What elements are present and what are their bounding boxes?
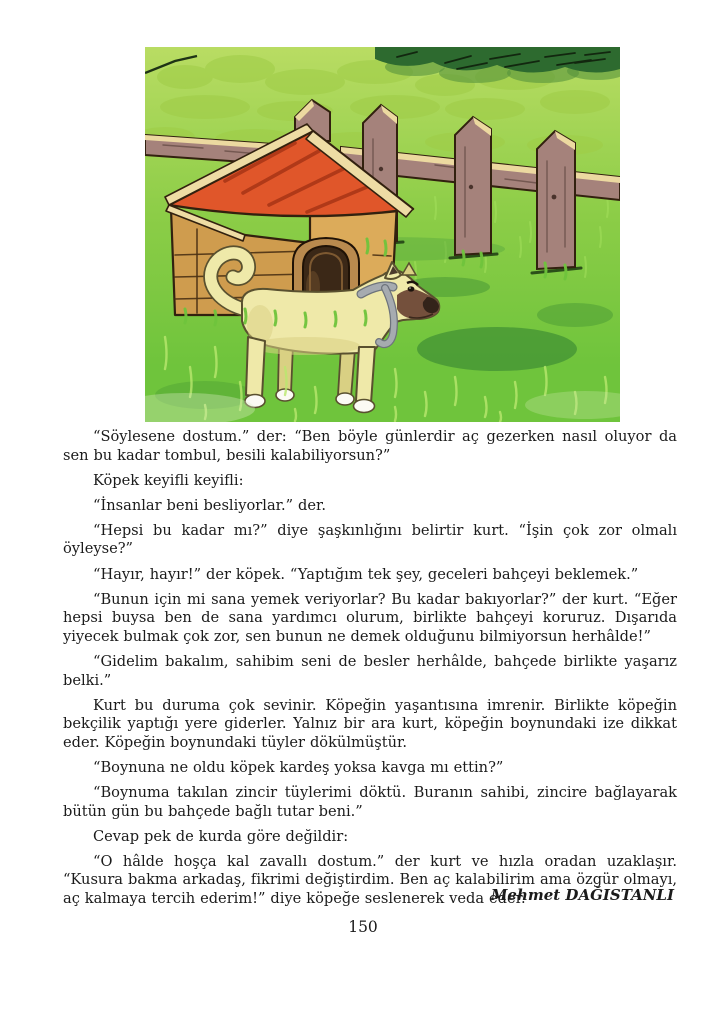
dog-hind-leg [246, 337, 265, 397]
story-paragraph: Kurt bu duruma çok sevinir. Köpeğin yaşantısına imrenir. Birlikte köpeğin bekçilik yaptığı yere giderler. Yalnız bir ara kurt, köpeğin boynundaki ize dikkat eder. Köpeğin boynundaki tüyler dökülmüştür. [63, 696, 677, 751]
fence-picket-3 [537, 131, 575, 269]
dog-front-leg [356, 347, 375, 403]
story-text [63, 428, 677, 915]
story-paragraph: “Bunun için mi sana yemek veriyorlar? Bu kadar bakıyorlar?” der kurt. “Eğer hepsi buysa ben de sana yardımcı olurum, birlikte bahçeyi koruruz. Dışarıda yiyecek bulmak çok zor, sen bunun ne demek olduğunu bilmiyorsun herhâlde!” [63, 590, 677, 645]
story-paragraph: “Boynuma takılan zincir tüylerimi döktü. Buranın sahibi, zincire bağlayarak bütün gün bu bahçede bağlı tutar beni.” [63, 784, 677, 820]
story-paragraph: Köpek keyifli keyifli: [93, 471, 244, 489]
story-paragraph: “Söylesene dostum.” der: “Ben böyle günlerdir aç gezerken nasıl oluyor da sen bu kadar tombul, besili kalabiliyorsun?” [63, 428, 677, 464]
dog-and-doghouse-image [145, 47, 620, 422]
fence-picket-2 [455, 117, 491, 255]
dog-eye [408, 286, 415, 291]
story-paragraph: “O hâlde hoşça kal zavallı dostum.” der kurt ve hızla oradan uzaklaşır. “Kusura bakma arkadaş, fikrimi değiştirdim. Ben aç kalabilirim ama özgür olmayı, aç kalmaya tercih ederim!” diye köpeğe seslenerek veda eder. [63, 852, 677, 907]
story-paragraph: “Hepsi bu kadar mı?” diye şaşkınlığını belirtir kurt. “İşin çok zor olmalı öyleyse?” [63, 521, 677, 558]
page-number: 150 [348, 918, 378, 936]
story-paragraph: “İnsanlar beni besliyorlar.” der. [93, 496, 327, 514]
story-paragraph: “Gidelim bakalım, sahibim seni de besler herhâlde, bahçede birlikte yaşarız belki.” [63, 652, 677, 689]
story-paragraph: “Boynuna ne oldu köpek kardeş yoksa kavga mı ettin?” [93, 758, 504, 776]
author-name: Mehmet DAĞISTANLI [490, 886, 674, 904]
story-paragraph: “Hayır, hayır!” der köpek. “Yaptığım tek şey, geceleri bahçeyi beklemek.” [93, 565, 639, 583]
story-paragraph: Cevap pek de kurda göre değildir: [93, 827, 349, 845]
story-illustration [145, 47, 620, 422]
